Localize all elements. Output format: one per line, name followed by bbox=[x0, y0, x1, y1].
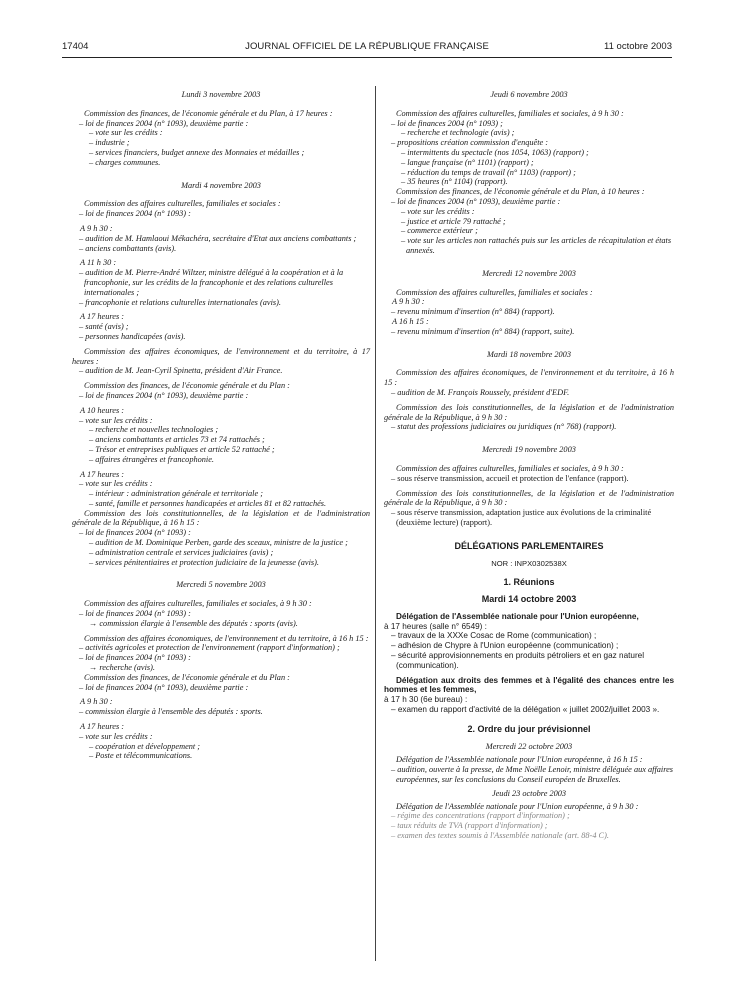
agenda-item: – audition de M. Jean-Cyril Spinetta, président d'Air France. bbox=[79, 366, 283, 376]
commission-heading: Commission des affaires économiques, de l'environnement et du territoire, à 16 h 15 : bbox=[384, 368, 674, 388]
agenda-item: – travaux de la XXXe Cosac de Rome (communication) ; bbox=[391, 631, 597, 641]
agenda-item: – vote sur les crédits : bbox=[401, 206, 475, 216]
agenda-item: – vote sur les crédits : bbox=[89, 128, 163, 138]
day-heading: Jeudi 6 novembre 2003 bbox=[490, 90, 568, 99]
agenda-item: – loi de finances 2004 (n° 1093) : bbox=[79, 609, 191, 619]
agenda-item: – audition de M. Dominique Perben, garde des sceaux, ministre de la justice ; bbox=[89, 538, 348, 548]
agenda-item: – francophonie et relations culturelles internationales (avis). bbox=[79, 297, 281, 307]
commission-heading: Commission des affaires culturelles, familiales et sociales, à 9 h 30 : bbox=[84, 599, 312, 609]
agenda-item: – loi de finances 2004 (n° 1093) ; bbox=[391, 118, 503, 128]
agenda-item: – intérieur : administration générale et territoriale ; bbox=[89, 489, 263, 499]
agenda-item: – vote sur les crédits : bbox=[79, 731, 153, 741]
nor-reference: NOR : INPX0302538X bbox=[491, 559, 567, 569]
agenda-item: – statut des professions judiciaires ou juridiques (n° 768) (rapport). bbox=[391, 422, 617, 432]
commission-heading: Commission des finances, de l'économie générale et du Plan : bbox=[84, 672, 290, 682]
agenda-item: – vote sur les crédits : bbox=[79, 415, 153, 425]
agenda-item: – justice et article 79 rattaché ; bbox=[401, 216, 506, 226]
commission-heading: Commission des lois constitutionnelles, de la législation et de l'administration générale de la République, à 16 h 15 : bbox=[72, 508, 370, 528]
agenda-item: – sous réserve transmission, accueil et protection de l'enfance (rapport). bbox=[391, 473, 629, 483]
commission-heading: Commission des affaires culturelles, familiales et sociales : bbox=[396, 287, 593, 297]
day-heading: Mardi 18 novembre 2003 bbox=[487, 349, 571, 359]
agenda-item: – sous réserve transmission, adaptation justice aux évolutions de la criminalité (deuxième lecture) (rapport). bbox=[391, 508, 652, 527]
time-slot: A 11 h 30 : bbox=[80, 258, 117, 268]
agenda-item: – vote sur les crédits : bbox=[79, 479, 153, 489]
time-slot: A 9 h 30 : bbox=[80, 697, 113, 707]
subsection-title: 1. Réunions bbox=[503, 577, 555, 588]
time-slot: A 16 h 15 : bbox=[392, 316, 429, 326]
agenda-item: – loi de finances 2004 (n° 1093), deuxième partie : bbox=[79, 390, 249, 400]
delegation-time: à 17 heures (salle n° 6549) : bbox=[384, 621, 487, 631]
header-rule bbox=[62, 57, 672, 58]
agenda-item: → recherche (avis). bbox=[89, 663, 155, 673]
agenda-item: → commission élargie à l'ensemble des députés : sports (avis). bbox=[89, 618, 298, 628]
agenda-item: – propositions création commission d'enquête : bbox=[391, 138, 549, 148]
agenda-item: – industrie ; bbox=[89, 138, 130, 148]
page-number: 17404 bbox=[62, 41, 89, 52]
agenda-item: – audition de M. Pierre-André Wiltzer, ministre délégué à la coopération et à la francophonie, sur les crédits de la francophonie et des relations culturelles internationales ; bbox=[79, 268, 344, 297]
agenda-item: – loi de finances 2004 (n° 1093) : bbox=[79, 653, 191, 663]
agenda-item: – audition de M. François Roussely, président d'EDF. bbox=[391, 387, 570, 397]
commission-heading: Délégation de l'Assemblée nationale pour l'Union européenne, à 9 h 30 : bbox=[396, 801, 639, 811]
agenda-item: – loi de finances 2004 (n° 1093), deuxième partie : bbox=[79, 118, 249, 128]
time-slot: A 10 heures : bbox=[80, 405, 125, 415]
agenda-item: – loi de finances 2004 (n° 1093) : bbox=[79, 209, 191, 219]
agenda-item: – commission élargie à l'ensemble des députés : sports. bbox=[79, 707, 263, 717]
agenda-item: – anciens combattants (avis). bbox=[79, 243, 177, 253]
commission-heading: Délégation de l'Assemblée nationale pour l'Union européenne, à 16 h 15 : bbox=[396, 755, 643, 765]
day-heading: Jeudi 23 octobre 2003 bbox=[491, 788, 567, 798]
agenda-item: – examen du rapport d'activité de la délégation « juillet 2002/juillet 2003 ». bbox=[391, 705, 660, 715]
agenda-item: – anciens combattants et articles 73 et 74 rattachés ; bbox=[89, 435, 265, 445]
agenda-item: – administration centrale et services judiciaires (avis) ; bbox=[89, 547, 274, 557]
agenda-item: – coopération et développement ; bbox=[89, 741, 201, 751]
agenda-item: – Poste et télécommunications. bbox=[89, 751, 193, 761]
delegation-heading: Délégation aux droits des femmes et à l'égalité des chances entre les hommes et les femmes, bbox=[384, 675, 674, 695]
agenda-item: – personnes handicapées (avis). bbox=[79, 331, 186, 341]
journal-title: JOURNAL OFFICIEL DE LA RÉPUBLIQUE FRANÇAISE bbox=[245, 41, 489, 52]
agenda-item: – adhésion de Chypre à l'Union européenne (communication) ; bbox=[391, 641, 619, 651]
agenda-item: – taux réduits de TVA (rapport d'information) ; bbox=[391, 821, 548, 831]
commission-heading: Commission des lois constitutionnelles, de la législation et de l'administration générale de la République, à 9 h 30 : bbox=[384, 402, 674, 422]
day-heading: Mercredi 19 novembre 2003 bbox=[482, 445, 576, 455]
agenda-item: – audition de M. Hamlaoui Mékachéra, secrétaire d'Etat aux anciens combattants ; bbox=[79, 233, 357, 243]
time-slot: A 17 heures : bbox=[80, 469, 125, 479]
column-divider bbox=[375, 86, 376, 961]
right-column bbox=[384, 90, 674, 841]
agenda-item: – sécurité approvisionnements en produits pétroliers et en gaz naturel (communication). bbox=[391, 651, 645, 670]
subsection-title: 2. Ordre du jour prévisionnel bbox=[467, 723, 591, 734]
time-slot: A 9 h 30 : bbox=[80, 223, 113, 233]
day-heading: Mardi 4 novembre 2003 bbox=[181, 180, 261, 190]
commission-heading: Commission des finances, de l'économie générale et du Plan : bbox=[84, 381, 290, 391]
agenda-item: – commerce extérieur ; bbox=[401, 226, 478, 236]
delegation-heading: Délégation de l'Assemblée nationale pour l'Union européenne, bbox=[396, 611, 639, 621]
agenda-item: – charges communes. bbox=[89, 157, 161, 167]
day-heading: Mercredi 12 novembre 2003 bbox=[482, 268, 576, 278]
agenda-item: – affaires étrangères et francophonie. bbox=[89, 454, 214, 464]
agenda-item: – régime des concentrations (rapport d'information) ; bbox=[391, 811, 570, 821]
subsection-day: Mardi 14 octobre 2003 bbox=[481, 594, 577, 605]
agenda-item: – revenu minimum d'insertion (n° 884) (rapport, suite). bbox=[391, 326, 575, 336]
time-slot: A 9 h 30 : bbox=[392, 297, 425, 307]
section-title: DÉLÉGATIONS PARLEMENTAIRES bbox=[454, 540, 604, 551]
agenda-item: – 35 heures (n° 1104) (rapport). bbox=[401, 177, 508, 187]
agenda-item: – loi de finances 2004 (n° 1093) : bbox=[79, 528, 191, 538]
agenda-item: – revenu minimum d'insertion (n° 884) (rapport). bbox=[391, 307, 555, 317]
commission-heading: Commission des lois constitutionnelles, de la législation et de l'administration générale de la République, à 9 h 30 : bbox=[384, 488, 674, 508]
agenda-item: – recherche et nouvelles technologies ; bbox=[89, 425, 219, 435]
commission-heading: Commission des affaires culturelles, familiales et sociales : bbox=[84, 199, 281, 209]
agenda-item: – santé (avis) ; bbox=[79, 322, 129, 332]
commission-heading: Commission des affaires économiques, de l'environnement et du territoire, à 16 h 15 : bbox=[84, 633, 369, 643]
agenda-item: – audition, ouverte à la presse, de Mme Noëlle Lenoir, ministre déléguée aux affaires européennes, sur les conclusions du Conseil européen de Bruxelles. bbox=[391, 765, 674, 785]
commission-heading: Commission des affaires culturelles, familiales et sociales, à 9 h 30 : bbox=[396, 108, 624, 118]
commission-heading: Commission des finances, de l'économie générale et du Plan, à 17 heures : bbox=[84, 108, 333, 118]
commission-heading: Commission des affaires culturelles, familiales et sociales, à 9 h 30 : bbox=[396, 463, 624, 473]
day-heading: Mercredi 5 novembre 2003 bbox=[176, 580, 266, 590]
left-column bbox=[72, 90, 370, 761]
agenda-item: – loi de finances 2004 (n° 1093), deuxième partie : bbox=[79, 682, 249, 692]
page-header bbox=[62, 41, 672, 55]
agenda-item: – santé, famille et personnes handicapées et articles 81 et 82 rattachés. bbox=[89, 498, 327, 508]
delegation-time: à 17 h 30 (6e bureau) : bbox=[384, 695, 468, 705]
agenda-item: – loi de finances 2004 (n° 1093), deuxième partie : bbox=[391, 196, 561, 206]
agenda-item: – langue française (n° 1101) (rapport) ; bbox=[401, 157, 534, 167]
time-slot: A 17 heures : bbox=[80, 722, 125, 732]
day-heading: Mercredi 22 octobre 2003 bbox=[485, 741, 573, 751]
agenda-item: – recherche et technologie (avis) ; bbox=[401, 128, 515, 138]
issue-date: 11 octobre 2003 bbox=[604, 41, 672, 52]
agenda-item: – intermittents du spectacle (nos 1054, 1063) (rapport) ; bbox=[401, 147, 589, 157]
agenda-item: – vote sur les articles non rattachés puis sur les articles de récapitulation et états annexés. bbox=[401, 236, 672, 255]
agenda-item: – Trésor et entreprises publiques et article 52 rattaché ; bbox=[89, 444, 275, 454]
time-slot: A 17 heures : bbox=[80, 312, 125, 322]
agenda-item: – réduction du temps de travail (n° 1103) (rapport) ; bbox=[401, 167, 576, 177]
commission-heading: Commission des affaires économiques, de l'environnement et du territoire, à 17 heures : bbox=[72, 346, 370, 366]
commission-heading: Commission des finances, de l'économie générale et du Plan, à 10 heures : bbox=[396, 187, 645, 197]
agenda-item: – examen des textes soumis à l'Assemblée nationale (art. 88-4 C). bbox=[391, 831, 609, 841]
agenda-item: – services pénitentiaires et protection judiciaire de la jeunesse (avis). bbox=[89, 557, 319, 567]
agenda-item: – activités agricoles et protection de l'environnement (rapport d'information) ; bbox=[79, 643, 340, 653]
day-heading: Lundi 3 novembre 2003 bbox=[181, 90, 261, 99]
agenda-item: – services financiers, budget annexe des Monnaies et médailles ; bbox=[89, 147, 305, 157]
